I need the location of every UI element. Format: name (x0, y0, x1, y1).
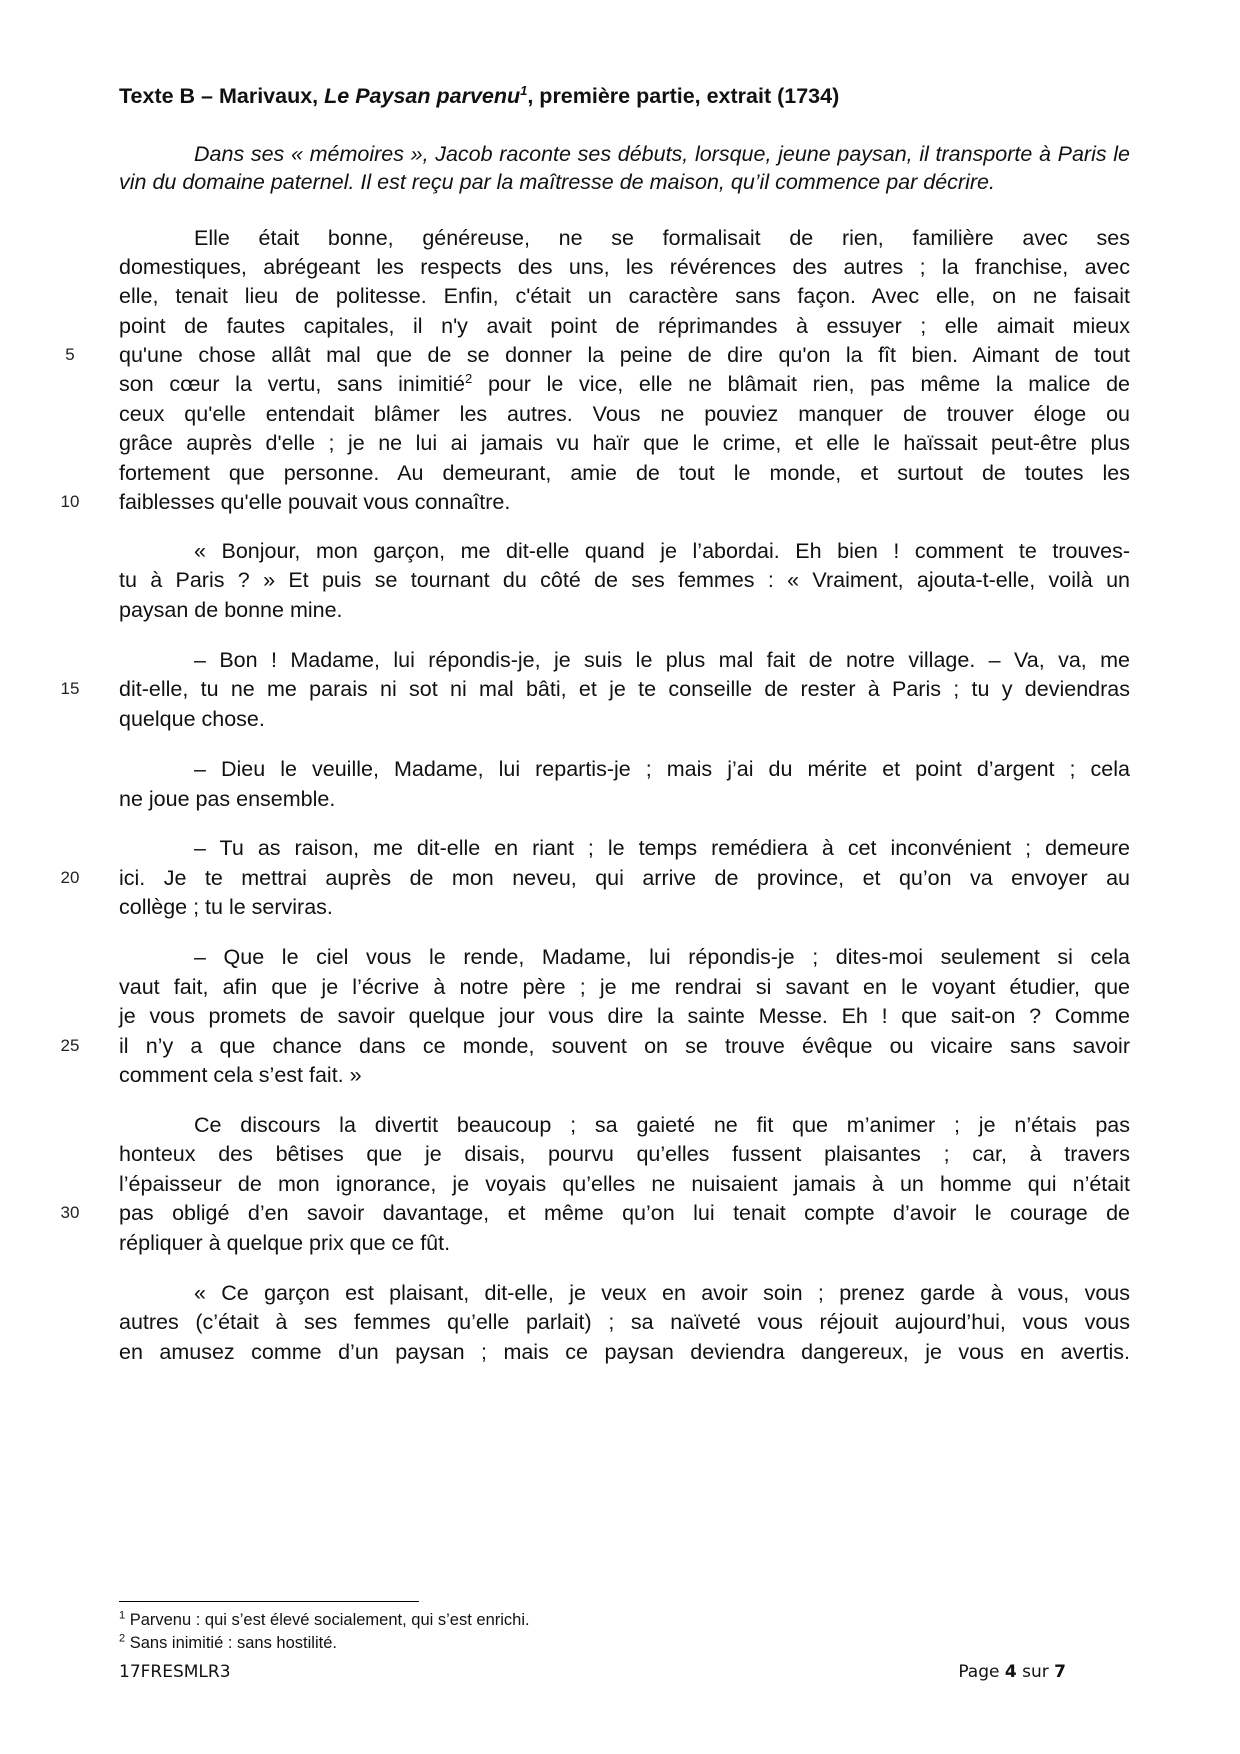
text-line-30: pas obligé d’en savoir davantage, et même qu’on lui tenait compte d’avoir le courage de (119, 1201, 1130, 1225)
footnote-1: $^1$ Parvenu : qui s’est élevé socialement, qui s’est enrichi. (119, 1609, 530, 1629)
text-line-25: il n’y a que chance dans ce monde, souvent on se trouve évêque ou vicaire sans savoir (119, 1034, 1130, 1058)
text-line-15: dit-elle, tu ne me parais ni sot ni mal bâti, et je te conseille de rester à Paris ; tu y deviendras (119, 677, 1130, 701)
text-line-21: collège ; tu le serviras. (119, 895, 333, 919)
line-number-25: 25 (60, 1036, 80, 1055)
text-line-18: ne joue pas ensemble. (119, 787, 336, 811)
text-line-27: Ce discours la divertit beaucoup ; sa gaieté ne fit que m’animer ; je n’étais pas (194, 1113, 1130, 1137)
text-line-14: – Bon ! Madame, lui répondis-je, je suis le plus mal fait de notre village. – Va, va, me (194, 648, 1130, 672)
text-line-28: honteux des bêtises que je disais, pourvu qu’elles fussent plaisantes ; car, à travers (119, 1142, 1130, 1166)
text-line-19: – Tu as raison, me dit-elle en riant ; le temps remédiera à cet inconvénient ; demeure (194, 836, 1130, 860)
document-code: 17FRESMLR3 (119, 1662, 231, 1682)
text-line-8: grâce auprès d'elle ; je ne lui ai jamais vu haïr que le crime, et elle le haïssait peut-être plus (119, 431, 1130, 455)
line-number-10: 10 (60, 492, 80, 511)
text-line-24: je vous promets de savoir quelque jour vous dire la sainte Messe. Eh ! que sait-on ? Comme (119, 1004, 1130, 1028)
text-line-13: paysan de bonne mine. (119, 598, 343, 622)
text-line-23: vaut fait, afin que je l’écrive à notre père ; je me rendrai si savant en le voyant étudier, que (119, 975, 1130, 999)
text-line-32: « Ce garçon est plaisant, dit-elle, je veux en avoir soin ; prenez garde à vous, vous (194, 1281, 1130, 1305)
heading-work-title: Le Paysan parvenu (324, 84, 521, 108)
text-line-4: point de fautes capitales, il n'y avait point de réprimandes à essuyer ; elle aimait mieux (119, 314, 1130, 338)
text-line-31: répliquer à quelque prix que ce fût. (119, 1231, 451, 1255)
text-line-3: elle, tenait lieu de politesse. Enfin, c'était un caractère sans façon. Avec elle, on ne faisait (119, 284, 1130, 308)
line-number-15: 15 (60, 679, 80, 698)
text-line-33: autres (c’était à ses femmes qu’elle parlait) ; sa naïveté vous réjouit aujourd’hui, vous vous (119, 1310, 1130, 1334)
footnote-2: $^2$ Sans inimitié : sans hostilité. (119, 1632, 337, 1652)
text-line-2: domestiques, abrégeant les respects des uns, les révérences des autres ; la franchise, avec (119, 255, 1130, 279)
footnote-ref-1: 1 (520, 82, 528, 98)
line-number-5: 5 (65, 345, 75, 364)
text-line-10: faiblesses qu'elle pouvait vous connaître. (119, 490, 511, 514)
text-line-1: Elle était bonne, généreuse, ne se formalisait de rien, familière avec ses (194, 226, 1130, 250)
text-line-9: fortement que personne. Au demeurant, amie de tout le monde, et surtout de toutes les (119, 461, 1130, 485)
text-line-5: qu'une chose allât mal que de se donner la peine de dire qu'on la fît bien. Aimant de tout (119, 343, 1130, 367)
heading-details: , première partie, extrait (1734) (527, 84, 840, 108)
line-number-30: 30 (60, 1203, 80, 1222)
text-line-34: en amusez comme d’un paysan ; mais ce paysan deviendra dangereux, je vous en avertis. (119, 1340, 1130, 1364)
text-line-26: comment cela s’est fait. » (119, 1063, 362, 1087)
text-line-11: « Bonjour, mon garçon, me dit-elle quand je l’abordai. Eh bien ! comment te trouves- (194, 539, 1130, 563)
text-line-12: tu à Paris ? » Et puis se tournant du côté de ses femmes : « Vraiment, ajouta-t-elle, voilà un (119, 568, 1130, 592)
text-line-22: – Que le ciel vous le rende, Madame, lui répondis-je ; dites-moi seulement si cela (194, 945, 1130, 969)
heading-author: Texte B – Marivaux, (119, 84, 325, 108)
page-number: Page 4 sur 7 (958, 1662, 1066, 1682)
line-number-20: 20 (60, 868, 80, 887)
text-heading (119, 84, 839, 109)
text-line-29: l’épaisseur de mon ignorance, je voyais qu’elles ne nuisaient jamais à un homme qui n’était (119, 1172, 1130, 1196)
footnote-ref-2: 2 (465, 370, 473, 386)
text-line-7: ceux qu'elle entendait blâmer les autres. Vous ne pouviez manquer de trouver éloge ou (119, 402, 1130, 426)
text-line-20: ici. Je te mettrai auprès de mon neveu, qui arrive de province, et qu’on va envoyer au (119, 866, 1130, 890)
footnote-divider (119, 1601, 419, 1602)
intro-paragraph: Dans ses « mémoires », Jacob raconte ses débuts, lorsque, jeune paysan, il transporte à Paris le vin du domaine paternel. Il est reçu par la maîtresse de maison, qu’il commence par décrire. (119, 142, 1130, 194)
text-line-16: quelque chose. (119, 707, 265, 731)
text-line-17: – Dieu le veuille, Madame, lui repartis-je ; mais j’ai du mérite et point d’argent ; cela (194, 757, 1130, 781)
text-line-6: son cœur la vertu, sans inimitié$^2$ pour le vice, elle ne blâmait rien, pas même la malice de (119, 370, 1131, 396)
